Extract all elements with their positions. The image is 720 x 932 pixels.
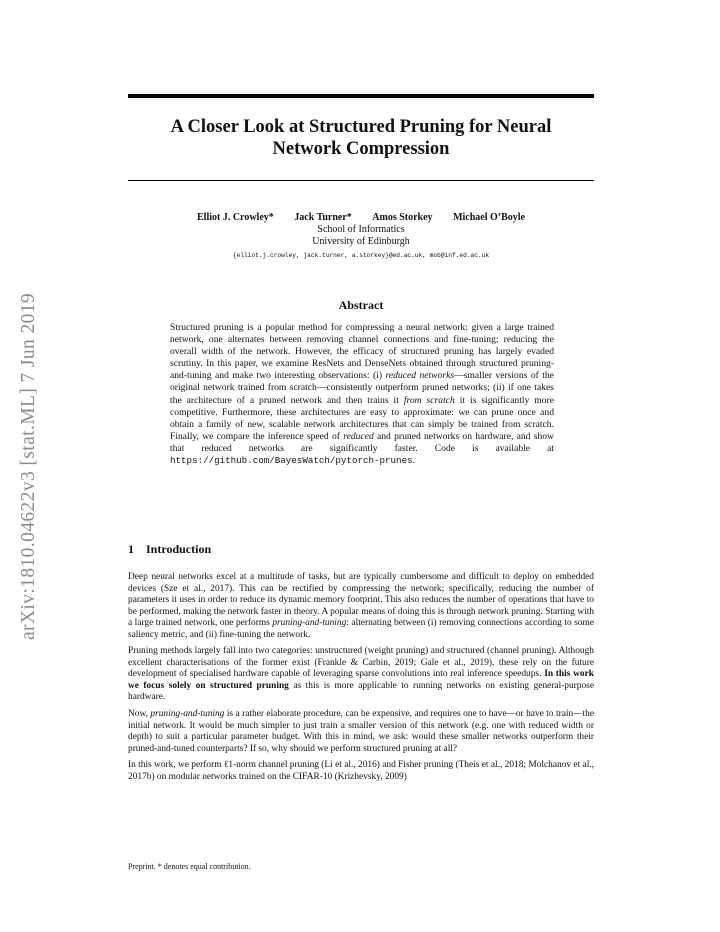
intro-bold-text: In this work we focus solely on structured pruning bbox=[128, 669, 594, 691]
section-number: 1 bbox=[128, 542, 134, 556]
author-names bbox=[128, 212, 594, 224]
abstract-heading: Abstract bbox=[338, 298, 384, 312]
author-name: Amos Storkey bbox=[372, 212, 433, 223]
intro-emphasis: pruning-and-tuning bbox=[272, 618, 347, 629]
abstract-emphasis: reduced bbox=[343, 430, 374, 442]
author-name: Jack Turner* bbox=[294, 212, 352, 223]
paper-title bbox=[128, 116, 594, 160]
abstract-text-part: —smaller versions of the original network trained from scratch—consistently outperform pruned networks; (ii) if one takes the architecture of a pruned network and then trains it bbox=[170, 370, 554, 406]
intro-text-part: Pruning methods largely fall into two categories: unstructured (weight pruning) and structured (channel pruning). Although excellent characterisations of the former exist (Frankle & Carbin, 2019; Gale et al., 2019), these rely on the future development of specialised hardware capable of leveraging sparse convolutions into real inference speedups. bbox=[128, 646, 594, 680]
introduction-body bbox=[128, 572, 594, 788]
author-name: Michael O’Boyle bbox=[453, 212, 525, 223]
abstract-text-part: . bbox=[412, 455, 415, 467]
intro-text-part: as this is more applicable to running networks on existing general-purpose hardware. bbox=[128, 680, 594, 703]
code-url-link[interactable]: https://github.com/BayesWatch/pytorch-prunes bbox=[170, 455, 413, 467]
intro-text-part: Deep neural networks excel at a multitude of tasks, but are typically cumbersome and difficult to deploy on embedded devices (Sze et al., 2017). This can be rectified by compressing the network; specifically, reducing the number of parameters it uses in order to reduce its dynamic memory footprint. This also reduces the number of operations that have to be performed, making the network faster in theory. A popular means of doing this is through network pruning. Starting with a large trained network, one performs bbox=[128, 572, 594, 629]
abstract-emphasis: reduced networks bbox=[385, 370, 455, 382]
arxiv-stamp: arXiv:1810.04622v3 [stat.ML] 7 Jun 2019 bbox=[18, 292, 39, 640]
affiliation-line: University of Edinburgh bbox=[312, 236, 410, 247]
intro-emphasis: pruning-and-tuning bbox=[150, 709, 225, 720]
intro-text-part: Now, bbox=[128, 709, 151, 720]
title-line-1: A Closer Look at Structured Pruning for Neural bbox=[170, 117, 552, 137]
section-heading bbox=[128, 542, 211, 557]
intro-text-part: is a rather elaborate procedure, can be expensive, and requires one to have—or have to train—the initial network. It would be much simpler to just train a smaller version of this network (e.g. one with reduced width or depth) to suit a particular parameter budget. With this in mind, we ask: would these smaller networks outperform their pruned-and-tuned counterparts? If so, why should we perform structured pruning at all? bbox=[128, 709, 594, 754]
intro-paragraph bbox=[128, 709, 594, 755]
intro-text-part: In this work, we perform ℓ1-norm channel pruning (Li et al., 2016) and Fisher pruning (Theis et al., 2018; Molchanov et al., 2017b) on modular networks trained on the CIFAR-10 (Krizhevsky, 2009) bbox=[128, 760, 594, 782]
author-name: Elliot J. Crowley* bbox=[197, 212, 274, 223]
abstract-emphasis: from scratch bbox=[403, 394, 455, 406]
intro-paragraph bbox=[128, 572, 594, 641]
abstract-text-part: it is significantly more competitive. Furthermore, these architectures are easy to approximate: we can prune once and obtain a family of new, scalable network architectures that can simply be trained from scratch. Finally, we compare the inference speed of bbox=[170, 394, 554, 442]
author-block bbox=[128, 212, 594, 262]
affiliation-line: School of Informatics bbox=[317, 224, 405, 235]
intro-text-part: : alternating between (i) removing connections according to some saliency metric, and (ii) fine-tuning the network. bbox=[128, 618, 594, 640]
abstract-text-part: Structured pruning is a popular method for compressing a neural network: given a large trained network, one alternates between removing channel connections and fine-tuning; reducing the overall width of the network. However, the efficacy of structured pruning has largely evaded scrutiny. In this paper, we examine ResNets and DenseNets obtained through structured pruning-and-tuning and make two interesting observations: (i) bbox=[170, 322, 554, 382]
abstract-text-part: and pruned networks on hardware, and show that reduced networks are significantly faster. Code is available at bbox=[170, 430, 554, 454]
intro-paragraph bbox=[128, 646, 594, 704]
title-line-2: Network Compression bbox=[272, 139, 450, 159]
footnote: Preprint. * denotes equal contribution. bbox=[128, 862, 251, 871]
author-emails: {elliot.j.crowley, jack.turner, a.storkey}@ed.ac.uk, mob@inf.ed.ac.uk bbox=[232, 252, 490, 259]
section-title: Introduction bbox=[146, 542, 212, 556]
abstract-text bbox=[170, 322, 554, 467]
title-top-rule bbox=[128, 94, 594, 98]
title-bottom-rule bbox=[128, 180, 594, 181]
intro-paragraph bbox=[128, 760, 594, 783]
